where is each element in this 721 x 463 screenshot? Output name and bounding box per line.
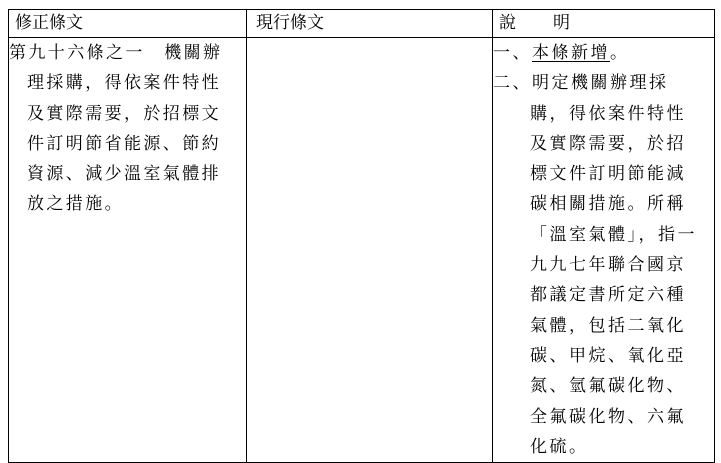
amended-line: 第九十六條之一 機關辦 xyxy=(9,43,223,63)
explanation-line: 及實際需要，於招 xyxy=(530,133,686,154)
explanation-line: 標文件訂明節能減 xyxy=(530,164,686,185)
explanation-line: 全氟碳化物、六氟 xyxy=(530,406,686,427)
explanation-line: 氣體，包括二氧化 xyxy=(530,315,686,336)
explanation-line: 購，得依案件特性 xyxy=(530,103,686,124)
explanation-item-1 xyxy=(493,38,714,68)
amended-article-cell xyxy=(9,38,247,463)
header-current: 現行條文 xyxy=(247,10,493,38)
item1-number: 一、 xyxy=(493,43,532,63)
explanation-line: 碳相關措施。所稱 xyxy=(530,194,686,215)
explanation-line: 都議定書所定六種 xyxy=(530,285,686,306)
header-explanation: 說 明 xyxy=(493,10,715,38)
header-row xyxy=(9,10,715,38)
amendment-comparison-table xyxy=(8,9,715,463)
header-amended: 修正條文 xyxy=(9,10,247,38)
amended-line: 及實際需要，於招標文 xyxy=(27,103,221,124)
amended-line: 放之措施。 xyxy=(27,194,124,215)
amended-line: 資源、減少溫室氣體排 xyxy=(27,164,221,185)
explanation-line: 碳、甲烷、氧化亞 xyxy=(530,345,686,366)
explanation-cell xyxy=(493,38,715,463)
content-row xyxy=(9,38,715,463)
explanation-line: 九九七年聯合國京 xyxy=(530,255,686,276)
amended-line: 理採購，得依案件特性 xyxy=(27,73,221,94)
explanation-item-2-first: 二、明定機關辦理採 xyxy=(493,73,669,94)
item1-period: 。 xyxy=(610,43,630,63)
explanation-line: 「溫室氣體」，指一 xyxy=(530,224,697,245)
item1-text: 本條新增 xyxy=(532,43,610,63)
current-article-cell xyxy=(247,38,493,463)
explanation-line: 氮、氫氟碳化物、 xyxy=(530,376,686,397)
amended-line: 件訂明節省能源、節約 xyxy=(27,133,221,154)
explanation-line: 化硫。 xyxy=(530,436,589,457)
